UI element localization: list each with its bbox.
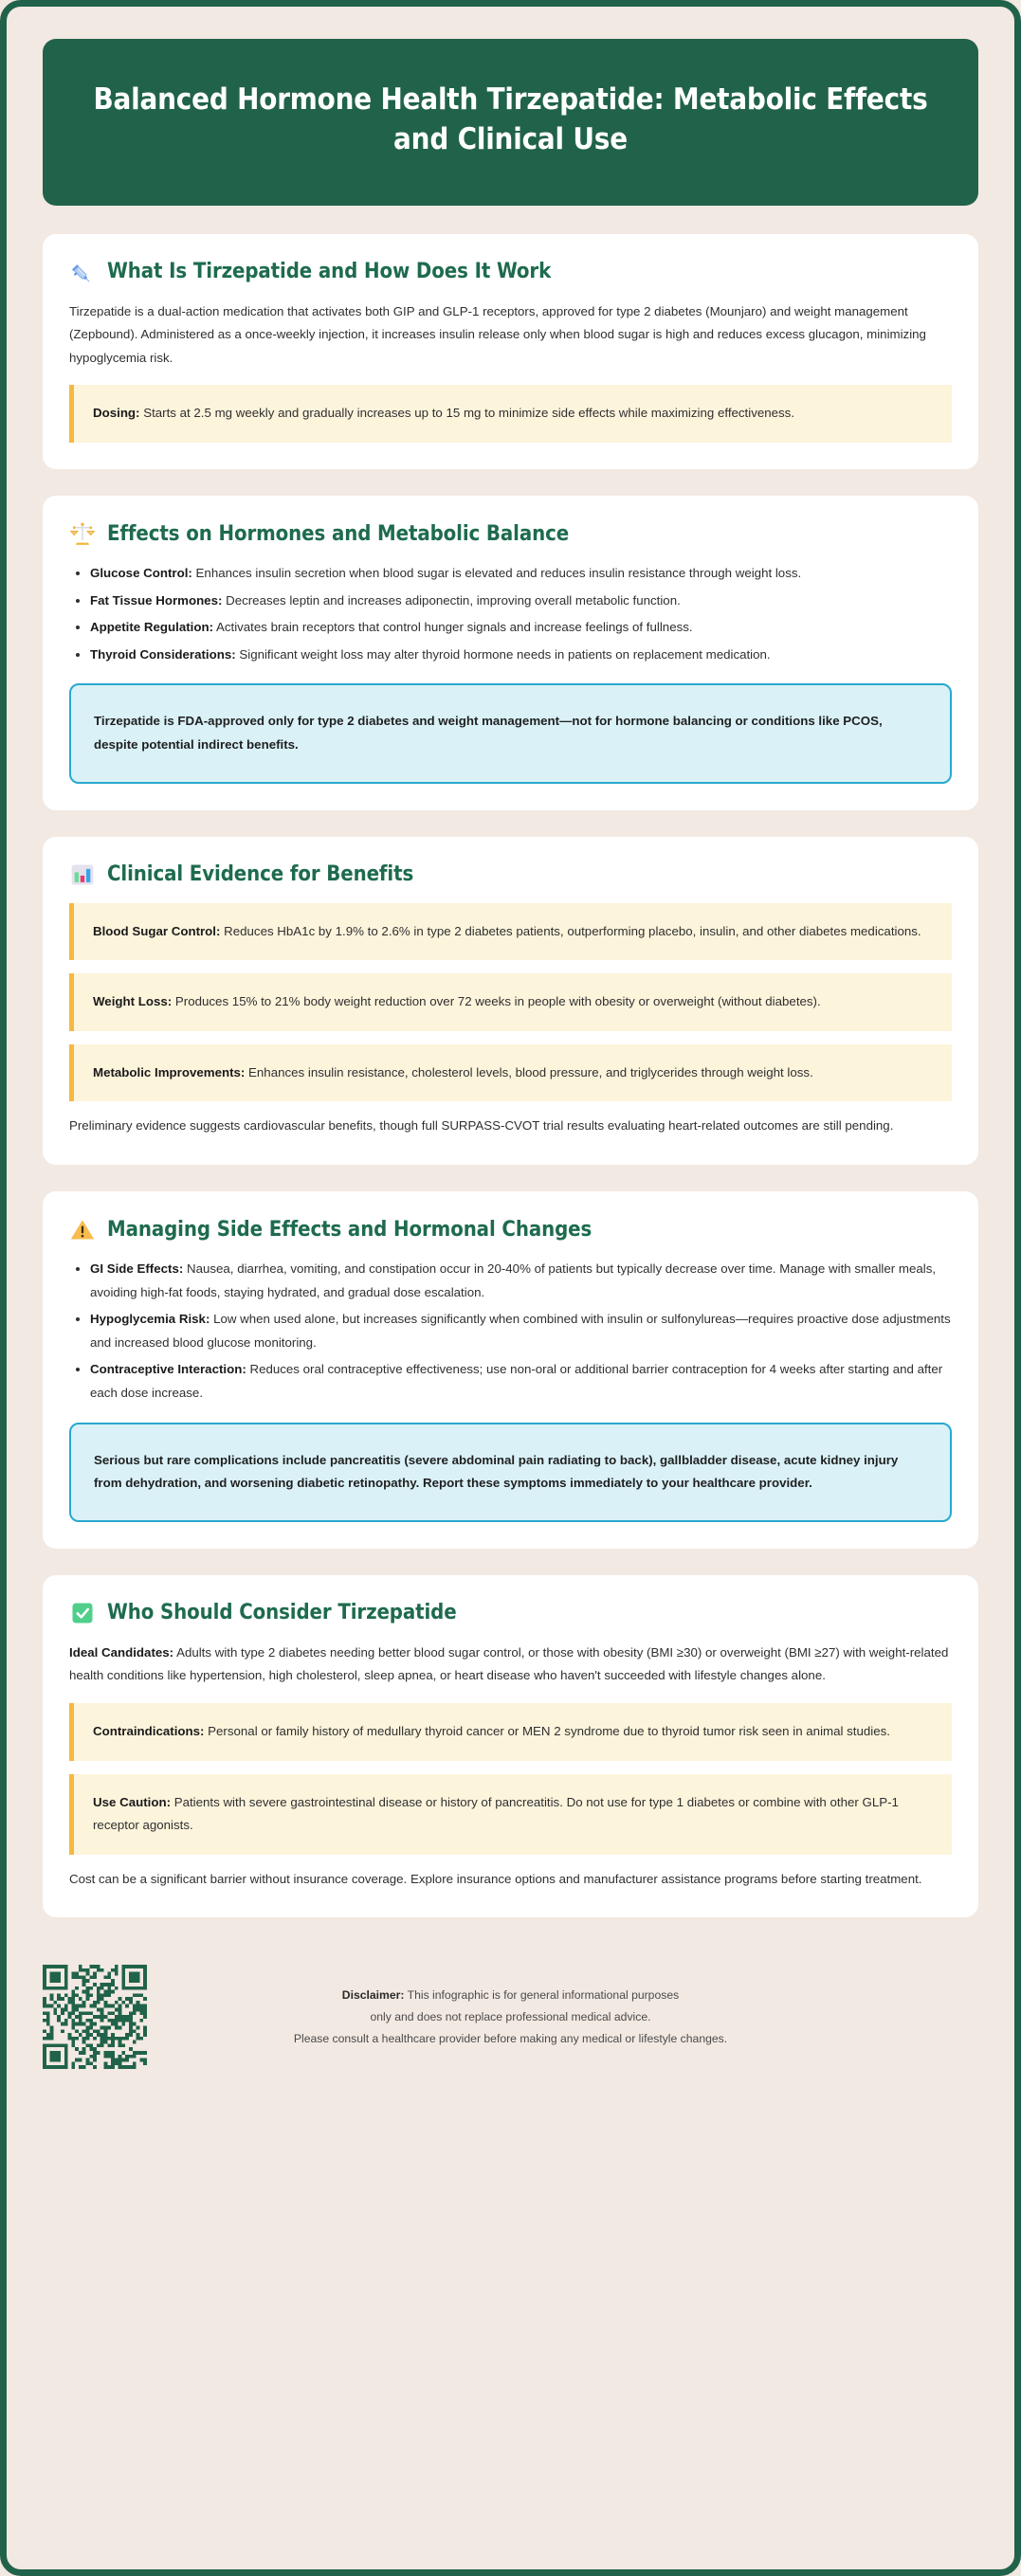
callout-contraindications <box>69 1703 952 1761</box>
callout-label: Weight Loss: <box>93 994 173 1009</box>
callout-weight-loss <box>69 973 952 1031</box>
section-header <box>69 862 952 888</box>
warning-triangle-icon <box>69 1216 96 1243</box>
section-title: Managing Side Effects and Hormonal Changes <box>107 1217 593 1242</box>
syringe-icon <box>69 259 96 285</box>
callout-blood-sugar-control <box>69 903 952 961</box>
section-paragraph: Tirzepatide is a dual-action medication that activates both GIP and GLP-1 receptors, approved for type 2 diabetes (Mounjaro) and weight management (Zepbound). Administered as a once-weekly injection, it increases insulin release only when blood sugar is high and reduces excess glucagon, minimizing hypoglycemia risk. <box>69 303 926 365</box>
bullet-text: Activates brain receptors that control hunger signals and increase feelings of fullness. <box>213 620 693 635</box>
section-header <box>69 259 952 285</box>
callout-dosing <box>69 385 952 443</box>
lead-label: Ideal Candidates: <box>69 1644 174 1660</box>
disclaimer-text <box>147 1985 978 2051</box>
bullet-label: Thyroid Considerations: <box>90 646 236 662</box>
section-title: What Is Tirzepatide and How Does It Work <box>107 260 552 284</box>
header-banner <box>43 39 978 206</box>
balance-scales-icon <box>69 520 96 547</box>
list-item <box>90 616 952 640</box>
section-card-side-effects <box>43 1191 978 1549</box>
section-card-who-should-consider <box>43 1575 978 1918</box>
list-item <box>90 590 952 613</box>
bullet-label: GI Side Effects: <box>90 1261 184 1276</box>
section-title: Clinical Evidence for Benefits <box>107 862 414 887</box>
note-serious-complications: Serious but rare complications include pancreatitis (severe abdominal pain radiating to back), gallbladder disease, acute kidney injury from dehydration, and worsening diabetic retinopathy. Report these symptoms immediately to your healthcare provider. <box>69 1423 952 1522</box>
section-header <box>69 1600 952 1626</box>
callout-use-caution <box>69 1774 952 1855</box>
bullet-label: Contraceptive Interaction: <box>90 1362 246 1377</box>
ideal-candidates-paragraph <box>69 1642 952 1688</box>
bullet-text: Enhances insulin secretion when blood sugar is elevated and reduces insulin resistance through weight loss. <box>191 566 802 581</box>
callout-text: Enhances insulin resistance, cholesterol levels, blood pressure, and triglycerides through weight loss. <box>245 1064 813 1079</box>
callout-label: Contraindications: <box>93 1723 205 1738</box>
bullet-list <box>69 562 952 666</box>
callout-label: Blood Sugar Control: <box>93 923 221 938</box>
bullet-text: Reduces oral contraceptive effectiveness; use non-oral or additional barrier contraception for 4 weeks after starting and after each dose increase. <box>90 1362 943 1400</box>
bullet-list <box>69 1258 952 1406</box>
list-item <box>90 1258 952 1304</box>
callout-label: Metabolic Improvements: <box>93 1064 246 1079</box>
bullet-label: Glucose Control: <box>90 566 192 581</box>
list-item <box>90 1308 952 1354</box>
list-item <box>90 644 952 667</box>
lead-text: Adults with type 2 diabetes needing better blood sugar control, or those with obesity (BMI ≥30) or overweight (BMI ≥27) with weight-related health conditions like hypertension, high cholesterol, sleep apnea, or heart disease who haven't succeeded with lifestyle changes alone. <box>69 1644 949 1683</box>
callout-metabolic-improvements <box>69 1044 952 1102</box>
section-card-clinical-evidence <box>43 837 978 1165</box>
callout-text: Patients with severe gastrointestinal disease or history of pancreatitis. Do not use for type 1 diabetes or combine with other GLP-1 receptor agonists. <box>93 1794 899 1833</box>
bullet-label: Appetite Regulation: <box>90 620 214 635</box>
bar-chart-icon <box>69 862 96 888</box>
list-item <box>90 562 952 586</box>
disclaimer-line-1: This infographic is for general informational purposes <box>404 1987 680 2002</box>
disclaimer-label: Disclaimer: <box>341 1987 405 2002</box>
callout-label: Use Caution: <box>93 1794 172 1809</box>
qr-code-icon[interactable] <box>43 1965 147 2069</box>
green-check-icon <box>69 1600 96 1626</box>
section-header <box>69 520 952 547</box>
disclaimer-line-3: Please consult a healthcare provider before making any medical or lifestyle changes. <box>293 2031 728 2045</box>
bullet-text: Nausea, diarrhea, vomiting, and constipation occur in 20-40% of patients but typically decrease over time. Manage with smaller meals, avoiding high-fat foods, staying hydrated, and gradual dose escalation. <box>90 1261 937 1299</box>
section-card-hormone-effects <box>43 496 978 810</box>
list-item <box>90 1358 952 1405</box>
bullet-label: Hypoglycemia Risk: <box>90 1312 210 1327</box>
callout-label: Dosing: <box>93 406 140 421</box>
bullet-text: Low when used alone, but increases significantly when combined with insulin or sulfonylureas—requires proactive dose adjustments and increased blood glucose monitoring. <box>90 1312 951 1350</box>
footer <box>31 1944 990 2086</box>
section-closing-text: Cost can be a significant barrier without insurance coverage. Explore insurance options and manufacturer assistance programs before starting treatment. <box>69 1871 922 1886</box>
section-closing-text: Preliminary evidence suggests cardiovascular benefits, though full SURPASS-CVOT trial results evaluating heart-related outcomes are still pending. <box>69 1118 894 1134</box>
disclaimer-line-2: only and does not replace professional medical advice. <box>370 2009 651 2023</box>
bullet-text: Significant weight loss may alter thyroid hormone needs in patients on replacement medication. <box>235 646 771 662</box>
section-title: Who Should Consider Tirzepatide <box>107 1601 457 1625</box>
page-title: Balanced Hormone Health Tirzepatide: Metabolic Effects and Clinical Use <box>93 82 928 156</box>
section-card-what-is-tirzepatide <box>43 234 978 469</box>
bullet-label: Fat Tissue Hormones: <box>90 592 223 608</box>
section-header <box>69 1216 952 1243</box>
callout-text: Reduces HbA1c by 1.9% to 2.6% in type 2 diabetes patients, outperforming placebo, insulin, and other diabetes medications. <box>220 923 921 938</box>
callout-text: Produces 15% to 21% body weight reduction over 72 weeks in people with obesity or overweight (without diabetes). <box>172 994 821 1009</box>
bullet-text: Decreases leptin and increases adiponectin, improving overall metabolic function. <box>222 592 681 608</box>
callout-text: Starts at 2.5 mg weekly and gradually increases up to 15 mg to minimize side effects while maximizing effectiveness. <box>139 406 795 421</box>
callout-text: Personal or family history of medullary thyroid cancer or MEN 2 syndrome due to thyroid tumor risk seen in animal studies. <box>204 1723 890 1738</box>
note-fda-approval: Tirzepatide is FDA-approved only for type 2 diabetes and weight management—not for hormone balancing or conditions like PCOS, despite potential indirect benefits. <box>69 683 952 783</box>
section-title: Effects on Hormones and Metabolic Balance <box>107 521 570 546</box>
